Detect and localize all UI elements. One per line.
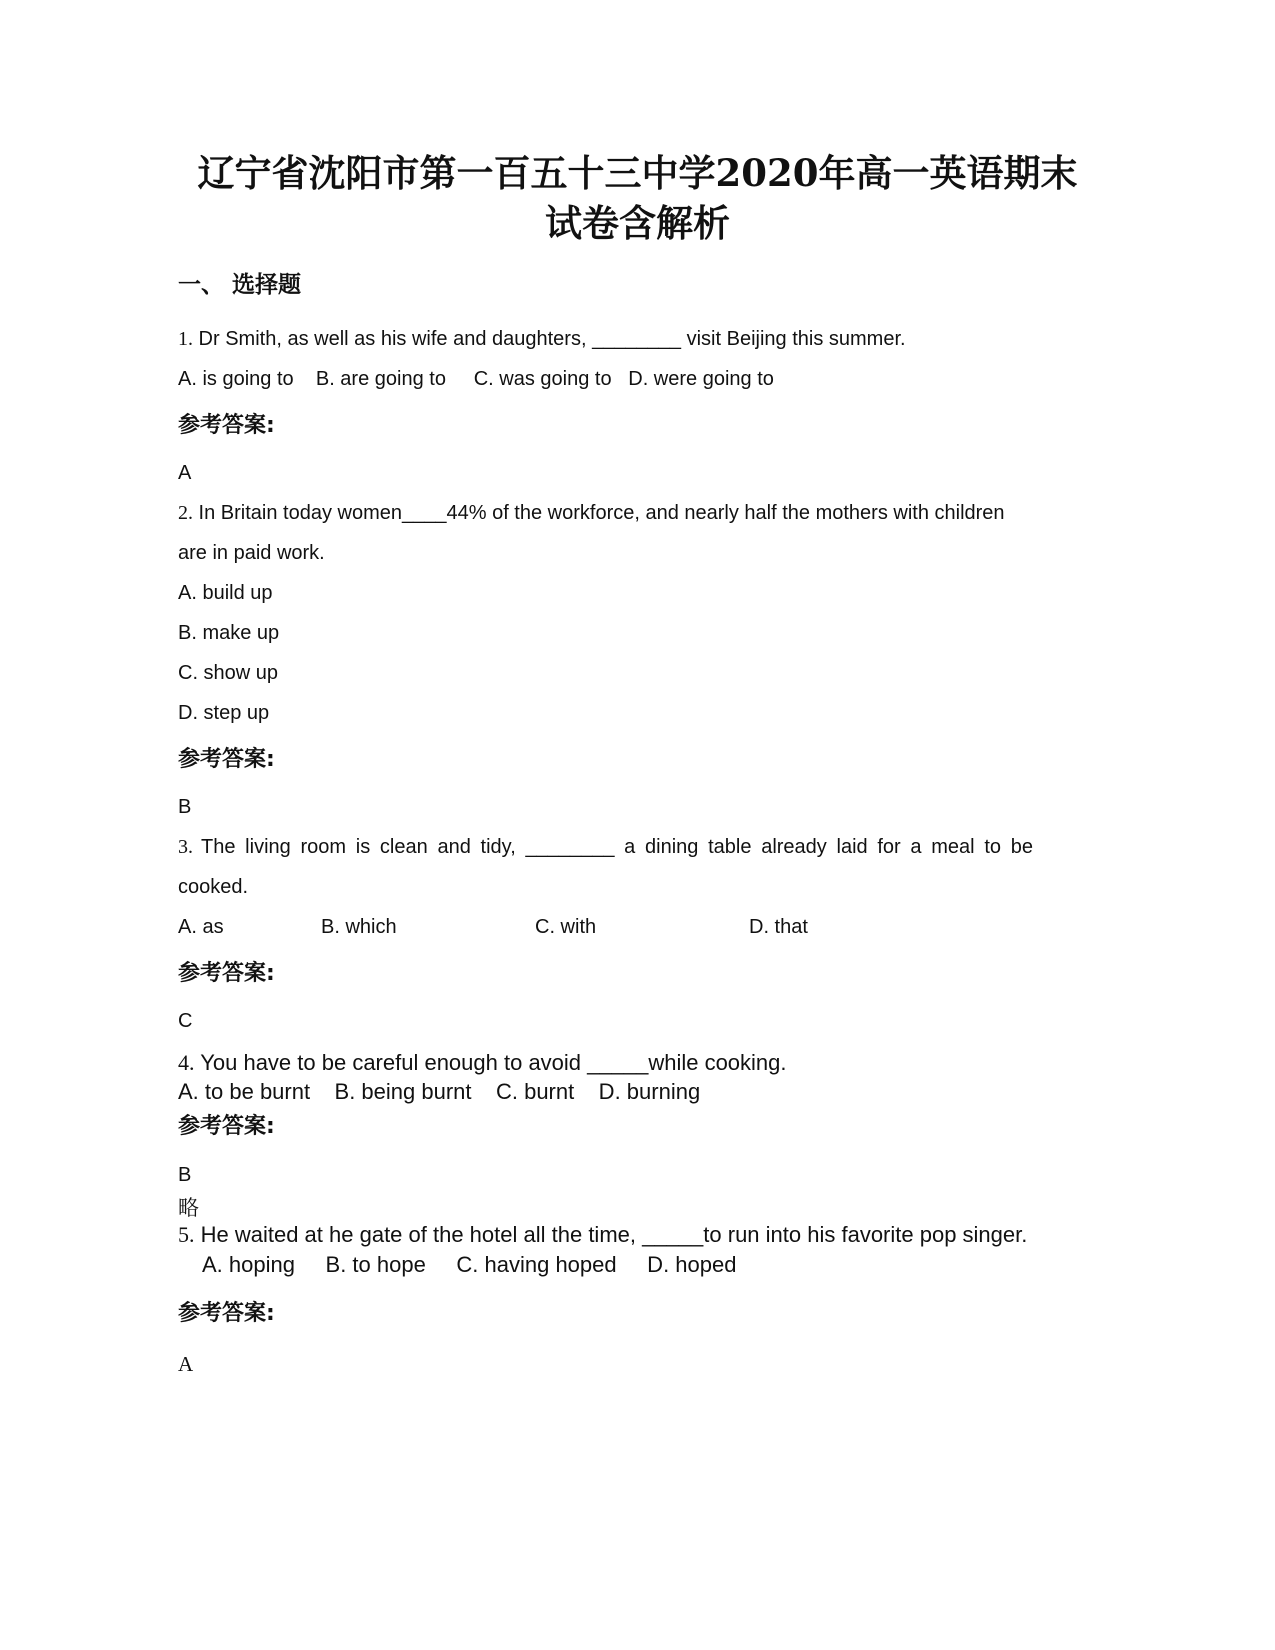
title-line-2: 试卷含解析 xyxy=(545,201,730,245)
option-c: C. with xyxy=(535,916,597,938)
question-text: Dr Smith, as well as his wife and daughters, ________ visit Beijing this summer. xyxy=(193,328,906,350)
question-text: In Britain today women____44% of the workforce, and nearly half the mothers with children xyxy=(193,502,1005,524)
question-5 xyxy=(178,1222,1027,1248)
section-heading: 一、 选择题 xyxy=(178,272,302,298)
question-text: The living room is clean and tidy, ________ a dining table already laid for a meal to be xyxy=(201,836,1033,858)
answer-value: B xyxy=(178,796,192,818)
answer-label: 参考答案: xyxy=(178,747,275,772)
option-a: A. build up xyxy=(178,582,273,604)
question-text: You have to be careful enough to avoid _____while cooking. xyxy=(194,1050,787,1075)
answer-value: B xyxy=(178,1164,192,1186)
answer-label: 参考答案: xyxy=(178,1114,275,1139)
answer-value: A xyxy=(178,1352,194,1376)
question-number: 1. xyxy=(178,328,193,350)
question-3 xyxy=(178,836,1033,859)
answer-value: A xyxy=(178,462,192,484)
question-5-options: A. hoping B. to hope C. having hoped D. hoped xyxy=(202,1252,737,1277)
question-1-options: A. is going to B. are going to C. was going to D. were going to xyxy=(178,368,774,390)
question-text: He waited at he gate of the hotel all the time, _____to run into his favorite pop singer. xyxy=(194,1222,1028,1247)
answer-value: C xyxy=(178,1010,193,1032)
question-number: 4. xyxy=(178,1050,195,1075)
question-2-line-2: are in paid work. xyxy=(178,542,325,564)
option-b: B. make up xyxy=(178,622,280,644)
answer-label: 参考答案: xyxy=(178,961,275,986)
question-3-line-2: cooked. xyxy=(178,876,249,898)
option-d: D. that xyxy=(749,916,808,938)
question-2 xyxy=(178,502,1005,525)
option-b: B. which xyxy=(321,916,397,938)
explanation-note: 略 xyxy=(178,1196,199,1220)
question-3-options xyxy=(0,916,1275,946)
option-c: C. show up xyxy=(178,662,279,684)
question-4-options: A. to be burnt B. being burnt C. burnt D. burning xyxy=(178,1079,701,1104)
question-1 xyxy=(178,328,906,351)
option-d: D. step up xyxy=(178,702,270,724)
question-number: 2. xyxy=(178,502,193,524)
question-number: 5. xyxy=(178,1222,195,1247)
question-number: 3. xyxy=(178,836,193,858)
answer-label: 参考答案: xyxy=(178,413,275,438)
answer-label: 参考答案: xyxy=(178,1301,275,1326)
document-title xyxy=(120,148,1155,248)
title-line-1: 辽宁省沈阳市第一百五十三中学2020年高一英语期末 xyxy=(197,151,1078,195)
option-a: A. as xyxy=(178,916,224,938)
question-4 xyxy=(178,1050,787,1076)
